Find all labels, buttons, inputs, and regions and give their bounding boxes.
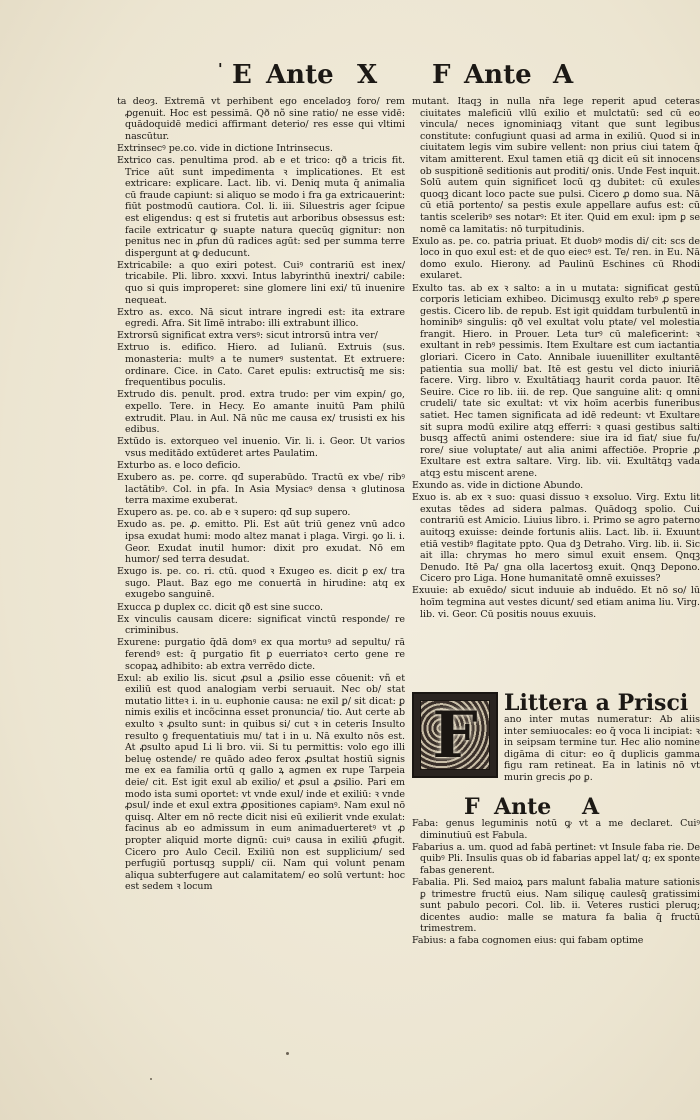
entry: mutant. Itaqꝫ in nulla nr̄a lege reperit apud ceteras ciuitates maleficiū vllū exilio et mulctatū: sed cū eo vincula/ neces ignominiaqꝫ vitant que sunt legibus constitute: confugiunt quasi ad arma in exiliū. Quod si in ciuitatem legis vim subire vellent: non prius ciui tatem q̄ vitam amitterent. Exul tamen etiā qꝫ dicit eū sit innocens ob suspitionē seditionis aut proditi/ onis. Unde Fest inquit. Solū autem quin significet locū qꝫ dubitet: cū exules quoqꝫ dicant loco pacte sue pulsi. Cicero ꝓ domo sua. Nā cū etiā portento/ sa pestis exule appellare aufus est: cū tantis sceleribꝰ ses notarꝰ: Et iter. Quid em exul: ipm ꝑ se nomē ca lamitatis: nō turpitudinis.: [412, 96, 700, 235]
entry: Exulto tas. ab ex ꝛ salto: a in u mutata: significat gestū corporis leticiam exhibeo. Dicimusqꝫ exulto rebꝰ ꝓ spere gestis. Cicero lib. de repub. Est igit quiddam turbulentū in hominibꝰ singulis: qð vel exultat volu ptate/ vel molestia frangit. Hiero. in Prouer. Leta turꝰ cū maleficerint: ꝛ exultant in rebꝰ pessimis. Item Exultare est cum iactantia gloriari. Cicero in Cato. Annibale iuuenilliter exultantē patientia sua molli/ bat. Itē est gestu vel dicto iniuriā facere. Virg. libro v. Exultātiaqꝫ haurit corda pauor. Itē Seuire. Cice ro lib. iii. de rep. Que sanguine alit: q omni crudeli/ tate sic exultat: vt vix hoīm acerbis funeribus satiet. Hec tamen significata ad idē redeunt: vt Exultare sit supra modū exilire atqꝫ efferri: ꝛ quasi gestibus salti busqꝫ affectū animi ostendere: siue ira id fiat/ siue fu/ rore/ siue voluptate/ aut alia animi affectiōe. Proprie ꝓ Exultare est extra saltare. Virg. lib. vii. Exultātqꝫ vada atqꝫ estu miscent arene.: [412, 282, 700, 479]
entry: Fabalia. Pli. Sed maioꝝ pars malunt fabalia mature sationis ꝑ trimestre fructū eius. Nam siliquę caulesq̄ gratissimi sunt pabulo pecori. Col. lib. ii. Veteres rustici pleruq; dicentes audio: malle se matura fa balia q̄ fructū trimestrem.: [412, 876, 700, 935]
header-right-letter2: A: [553, 60, 574, 90]
header-mark: ': [218, 60, 223, 78]
entry: Faba: genus leguminis notū ꝙ vt a me declaret. Cuiꝰ diminutiuū est Fabula.: [412, 818, 700, 841]
subheading-letter: F: [464, 794, 480, 820]
entry: Exundo as. vide in dictione Abundo.: [412, 480, 584, 492]
entry: Exugo is. pe. co. ri. ctū. quod ꝛ Exugeo es. dicit ꝑ ex/ tra sugo. Plaut. Baz ego me conuertā in hirudine: atq ex exugebo sanguinē.: [117, 566, 405, 601]
entry: Extro as. exco. Nā sicut intrare ingredi est: ita extrare egredi. Afra. Sit līmē intrabo: illi extrabunt illico.: [117, 306, 405, 330]
entry: Extrico cas. penultima prod. ab e et trico: qð a tricis fit. Trice aūt sunt impedimenta ꝛ implicationes. Et est extricare: explicare. Lact. lib. vi. Deniq muta q̄ animalia cū fraude capiunt: si aliquo se modo i fra ga extricauerint: fiūt postmodū cautiora. Col. li. iii. Siluestris ager ſcipue est eligendus: q est si frutetis aut arboribus obsessus est: facile extricatur ꝙ suapte natura quecūq gignitur: non penitus nec in ꝓfun dū radices agūt: sed per summa terre dispergunt at ꝙ deducunt.: [117, 154, 405, 259]
entry: Extruo is. edifico. Hiero. ad Iulianū. Extruis (sus. monasteria: multꝰ a te numerꝰ sustentat. Et extruere: ordinare. Cice. in Cato. Caret epulis: extructisq̄ me sis: frequentibus poculis.: [117, 342, 405, 389]
entry: Exulo as. pe. co. patria priuat. Et duobꝰ modis di/ cit: scs de loco in quo exul est: et de quo eiecꝰ est. Te/ ren. in Eu. Nā domo exulo. Hierony. ad Paulinū Eschines cū Rhodi exularet.: [412, 235, 700, 282]
entry: Fabarius a. um. quod ad fabā pertinet: vt Insule faba rie. De quibꝰ Pli. Insulis quas ob id fabarias appel lat/ q; ex sponte fabas generent.: [412, 841, 700, 876]
entry: Exubero as. pe. corre. qđ superabūdo. Tractū ex vbe/ ribꝰ lactātibꝰ. Col. in ꝑfa. In Asia Mysiacꝰ densa ꝛ glutinosa terra maxime exuberat.: [117, 472, 405, 507]
entry: Exul: ab exilio lis. sicut ꝓsul a ꝓsilio esse cōuenit: vñ et exiliū est quod analogiam verbi seruauit. Nec ob/ stat mutatio litteꝛ i. in u. euphonie causa: ne exil ꝑ/ sit dicat: ꝑ nimis exilis et incõcinna esset pronuncia/ tio. Aut certe ab exulto ꝛ ꝓsulto sunt: in quibus si/ cut ꝛ in ceteris Insulto resulto ꝯ frequentatiuis mu/ tat i in u. Nā exulto nōs est. At ꝓsulto apud Li li bro. vii. Si tu permittis: volo ego illi beluę ostende/ re quādo adeo ferox ꝓsultat hostiū signis me ex ea familia ortū q gallo ꝝ agmen ex rupe Tarpeia deie/ cit. Est igit exul ab exilio/ et ꝓsul a ꝓsilio. Pari em modo ista sumi oportet: vt vnde exul/ inde et exiliū: ꝛ vnde ꝓsul/ inde et exul extra ꝓpositiones capiamꝰ. Nam exul nō quisq. Alter em nō recte dicit nisi eū exilierit vnde exulat: facinus ab eo admissum in eum animaduerteretꝰ vt ꝓ propter aliquid morte dignū: cuiꝰ causa in exiliū ꝓfugit. Cicero pro Aulo Cecil. Exiliū non est supplicium/ sed perfugiū portusqꝫ suppli/ cii. Nam qui volunt penam aliqua subterfugere aut calamitatem/ eo solū vertunt: hoc est sedem ꝛ locum: [117, 672, 405, 893]
subheading-letter2: A: [582, 794, 600, 820]
header-left-word: Ante: [266, 60, 334, 90]
paper-speck: [286, 1052, 289, 1055]
header-left-letter2: X: [357, 60, 378, 90]
entry: Exuuie: ab exuēdo/ sicut induuie ab induēdo. Et nō so/ lū hoīm tegmina aut vestes dicunt/ sed etiam anima liu. Virg. lib. vi. Geor. Cū positis nouus exuuis.: [412, 585, 700, 620]
letter-description: ano inter mutas numeratur: Ab aliis inter semiuocales: eo q̄ voca li incipiat: ꝛ in seipsam termine tur. Hec alio nomine digāma di citur: eo q̄ duplicis gamma figu ram retineat. Ea in latinis nō vt murin grecis ꝓo ꝑ.: [504, 714, 700, 783]
entry: Extricabile: a quo exiri potest. Cuiꝰ contrariū est inex/ tricabile. Pli. libro. xxxvi. Intus labyrinthū inextri/ cabile: quo si quis improperet: sine glomere lini exi/ tū inuenire nequeat.: [117, 259, 405, 306]
entry: Extrorsū significat extra versꝰ: sicut introrsū intra ver/: [117, 330, 378, 342]
entry: Extūdo is. extorqueo vel inuenio. Vir. li. i. Geor. Ut varios vsus meditādo extūderet artes Paulatim.: [117, 436, 405, 459]
right-column-top: [412, 96, 700, 704]
subheading-word: Ante: [494, 794, 552, 820]
running-header: [0, 60, 700, 100]
entry: Exudo as. pe. ꝓ. emitto. Pli. Est aūt triū genez vnū adco ipsa exudat humi: modo altez manat i plaga. Virgi. ꝯo li. i. Geor. Exudat inutil humor: dixit pro exudat. Nō em humor/ sed terra desudat.: [117, 519, 405, 566]
entry: Extrinsecꝰ pe.co. vide in dictione Intrinsecus.: [117, 142, 333, 154]
entry: ta deoȝ. Extremā vt perhibent ego enceladoȝ foro/ rem ꝓgenuit. Hoc est pessimā. Qð nõ sine ratio/ ne esse vidē: quādoquidē medici affirmant deterio/ res esse qui vltimi nascūtur.: [117, 96, 405, 142]
left-column: [117, 96, 405, 974]
entry: Exucca ꝑ duplex cc. dicit qð est sine succo.: [117, 601, 323, 613]
entry: Extrudo dis. penult. prod. extra trudo: per vim expin/ go, expello. Tere. in Hecy. Eo amante inuitū Pam philū extrudit. Plau. in Aul. Nā nūc me causa ex/ trusisti ex his edibus.: [117, 389, 405, 436]
header-right-word: Ante: [464, 60, 532, 90]
initial-letter: F: [432, 697, 478, 773]
header-left-letter: E: [232, 60, 252, 90]
entry: Exturbo as. e loco deficio.: [117, 459, 241, 471]
right-column-bottom: [412, 818, 700, 982]
entry: Exurene: purgatio q̄dā domꝰ ex qua mortuꝰ ad sepultu/ rā ferendꝰ est: q̄ purgatio fit ꝑ euerriatoꝛ certo gene re scopaꝝ adhibito: ab extra verrēdo dicte.: [117, 637, 405, 672]
entry: Exuo is. ab ex ꝛ suo: quasi dissuo ꝛ exsoluo. Virg. Extu lit exutas tēdes ad sidera palmas. Quādoqꝫ spolio. Cui contrariū est Amicio. Liuius libro. i. Primo se agro paterno auitoqꝫ exuisse: deinde fortunis aliis. Lact. lib. ii. Exuunt etiā vestibꝰ flagitate ppto. Qua dꝫ Detraho. Virg. lib. ii. Sic ait illa: chrymas ho mero simul exuit ensem. Qnqꝫ Denudo. Itē Pa/ gna olla lacertosꝫ exuit. Qnqꝫ Depono. Cicero pro Liga. Hone humanitatē omnē exuisses?: [412, 492, 700, 585]
entry: Fabius: a faba cognomen eius: qui fabam optime: [412, 935, 644, 947]
header-right-letter: F: [432, 60, 451, 90]
letter-heading: Littera a Prisci: [504, 690, 689, 716]
decorated-initial: [412, 692, 498, 778]
paper-speck: [150, 1078, 152, 1080]
entry: Ex vinculis causam dicere: significat vinctū responde/ re criminibus.: [117, 613, 405, 637]
entry: Exupero as. pe. co. ab e ꝛ supero: qđ sup supero.: [117, 507, 351, 519]
letter-f-section: [412, 690, 700, 812]
